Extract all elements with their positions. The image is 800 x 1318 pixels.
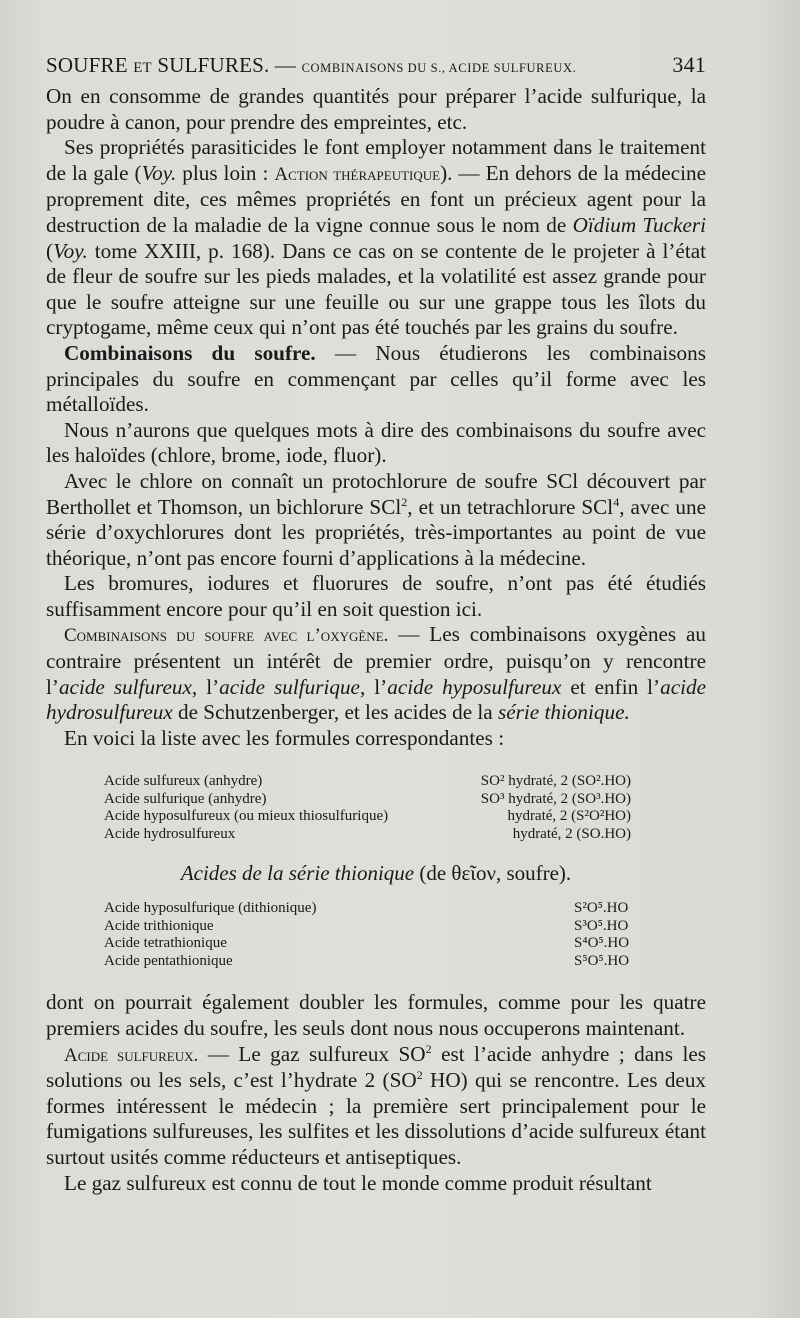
table-row xyxy=(104,808,631,826)
header-title xyxy=(46,53,576,78)
thionic-acid-name: Acide tetrathionique xyxy=(104,935,227,952)
header-dash: — xyxy=(274,53,297,77)
p7-text-f: , l’ xyxy=(359,674,388,699)
thionic-series-heading xyxy=(46,861,706,886)
section-heading-acide-sulfureux: Acide sulfureux. xyxy=(64,1044,199,1066)
p7-text-j: de Schutzenberger, et les acides de la xyxy=(172,700,498,725)
p7-text-b: — Les combinaisons oxygènes au contraire présentent un intérêt de premier ordre, puisqu’on y rencontre l’ xyxy=(46,622,706,699)
p3-text: — Nous étudierons les combinaisons principales du soufre en commençant par celles qu’il forme avec les métalloïdes. xyxy=(46,340,706,417)
p5-sup-2: 2 xyxy=(401,494,408,509)
table-row xyxy=(104,918,632,936)
acid-formula: hydraté, 2 (SO.HO) xyxy=(512,825,631,842)
p2-voy-1: Voy. xyxy=(141,160,177,185)
p2-action-therapeutique: Action thérapeutique xyxy=(274,163,441,185)
p2-text-i: tome XXIII, p. 168). Dans ce cas on se contente de le projeter à l’état de fleur de soufre sur les pieds malades, et la volatilité est assez grande pour que le soufre atteigne sur une feuille ou sur une grappe tous les îlots du cryptogame, même ceux qui n’ont pas été touchés par les grains du soufre. xyxy=(46,238,706,340)
p10-text-b: — Le gaz sulfureux SO xyxy=(198,1041,426,1066)
p4-text: Nous n’aurons que quelques mots à dire des combinaisons du soufre avec les haloïdes (chlore, brome, iode, fluor). xyxy=(46,417,706,468)
p1-text: On en consomme de grandes quantités pour préparer l’acide sulfurique, la poudre à canon, pour prendre des empreintes, etc. xyxy=(46,84,706,134)
p5-text-c: , et un tetrachlorure SCl xyxy=(407,494,614,519)
acid-name: Acide hydrosulfureux xyxy=(104,825,236,842)
paragraph-10 xyxy=(46,1042,706,1171)
thionic-acid-name: Acide pentathionique xyxy=(104,952,233,969)
acid-name: Acide hyposulfureux (ou mieux thiosulfurique) xyxy=(104,808,389,825)
p9-text: dont on pourrait également doubler les formules, comme pour les quatre premiers acides du soufre, les seuls dont nous nous occuperons maintenant. xyxy=(46,990,706,1041)
paragraph-9 xyxy=(46,990,706,1041)
p2-oidium: Oïdium Tuckeri xyxy=(572,212,706,237)
paragraph-3 xyxy=(46,341,706,418)
p7-text-d: , l’ xyxy=(191,674,220,699)
table-row xyxy=(104,773,631,791)
p10-text-f: HO) qui se rencontre. Les deux formes intéressent le médecin ; la première sert principalement pour le fumigations sulfureuses, les sulfites et les dissolutions d’acide sulfureux étant surtout usités comme réducteurs et antiseptiques. xyxy=(46,1068,707,1169)
p2-text-g: ( xyxy=(46,238,54,263)
p7-text-h: et enfin l’ xyxy=(561,674,661,699)
section-heading-combinaisons: Combinaisons du soufre. xyxy=(64,340,316,365)
acid-formula: SO³ hydraté, 2 (SO³.HO) xyxy=(480,790,631,807)
p2-voy-2: Voy. xyxy=(53,238,88,263)
paragraph-7 xyxy=(46,622,706,725)
thionic-title-italic: Acides de la série thionique xyxy=(180,861,415,886)
paragraph-6 xyxy=(46,571,706,622)
paragraph-4 xyxy=(46,418,706,469)
page-number: 341 xyxy=(672,52,706,77)
acid-name: Acide sulfureux (anhydre) xyxy=(104,773,263,790)
acids-formula-table xyxy=(104,773,631,843)
acid-name: Acide sulfurique (anhydre) xyxy=(104,790,267,807)
running-header xyxy=(46,52,706,78)
table-row xyxy=(104,900,632,918)
p7-acide-sulfureux: acide sulfureux xyxy=(58,674,192,699)
header-word-et: ET xyxy=(133,60,152,76)
paragraph-8 xyxy=(46,726,706,752)
p10-text-d: est l’acide anhydre ; dans les solutions ou les sels, c’est l’hydrate 2 (SO xyxy=(46,1041,707,1093)
p10-sup-1: 2 xyxy=(425,1041,432,1056)
thionic-acid-formula: S³O⁵.HO xyxy=(574,917,629,934)
table-row xyxy=(104,791,631,809)
p5-sup-4: 4 xyxy=(613,494,620,509)
thionic-acids-table xyxy=(104,900,632,970)
p7-acide-sulfurique: acide sulfurique xyxy=(219,674,360,699)
p10-sup-2: 2 xyxy=(416,1068,423,1083)
p11-text: Le gaz sulfureux est connu de tout le monde comme produit résultant xyxy=(64,1170,652,1195)
p8-text: En voici la liste avec les formules correspondantes : xyxy=(64,725,505,750)
paragraph-5 xyxy=(46,469,706,571)
thionic-acid-formula: S⁴O⁵.HO xyxy=(574,935,630,952)
table-row xyxy=(104,935,632,953)
thionic-acid-name: Acide hyposulfurique (dithionique) xyxy=(104,900,317,917)
acid-formula: SO² hydraté, 2 (SO².HO) xyxy=(480,773,631,790)
p5-text-e: , avec une série d’oxychlorures dont les propriétés, très-importantes au point de vue théorique, n’ont pas encore fourni d’applications à la médecine. xyxy=(46,494,706,570)
p5-text-a: Avec le chlore on connaît un protochlorure de soufre SCl découvert par Berthollet et Thomson, un bichlorure SCl xyxy=(46,468,706,519)
thionic-acid-name: Acide trithionique xyxy=(104,917,214,934)
header-word-soufre: SOUFRE xyxy=(46,53,128,77)
p2-text-c: plus loin : xyxy=(176,160,275,185)
section-heading-oxygene: Combinaisons du soufre avec l’oxygène. xyxy=(64,625,389,647)
p7-acide-hyposulfureux: acide hyposulfureux xyxy=(387,674,562,699)
acid-formula: hydraté, 2 (S²O²HO) xyxy=(507,808,631,825)
thionic-acid-formula: S⁵O⁵.HO xyxy=(574,952,630,969)
p2-text-a: Ses propriétés parasiticides le font employer notamment dans le traitement de la gale ( xyxy=(46,135,706,185)
table-row xyxy=(104,826,631,844)
header-word-sulfures: SULFURES. xyxy=(157,53,270,77)
p7-acide-hydrosulfureux: acide hydrosulfureux xyxy=(46,674,707,725)
p6-text: Les bromures, iodures et fluorures de soufre, n’ont pas été étudiés suffisamment encore pour qu’il en soit question ici. xyxy=(46,571,706,621)
header-section: COMBINAISONS DU S., ACIDE SULFUREUX. xyxy=(301,61,577,75)
paragraph-1 xyxy=(46,84,706,135)
table-row xyxy=(104,953,632,971)
p2-text-e: ). — En dehors de la médecine proprement dite, ces mêmes propriétés en font un précieux agent pour la destruction de la maladie de la vigne connue sous le nom de xyxy=(46,160,706,237)
p7-serie-thionique: série thionique. xyxy=(497,700,630,725)
paragraph-2 xyxy=(46,135,706,341)
paragraph-11 xyxy=(46,1171,706,1197)
thionic-title-rest: (de θεῖον, soufre). xyxy=(414,861,572,886)
thionic-acid-formula: S²O⁵.HO xyxy=(574,900,629,917)
